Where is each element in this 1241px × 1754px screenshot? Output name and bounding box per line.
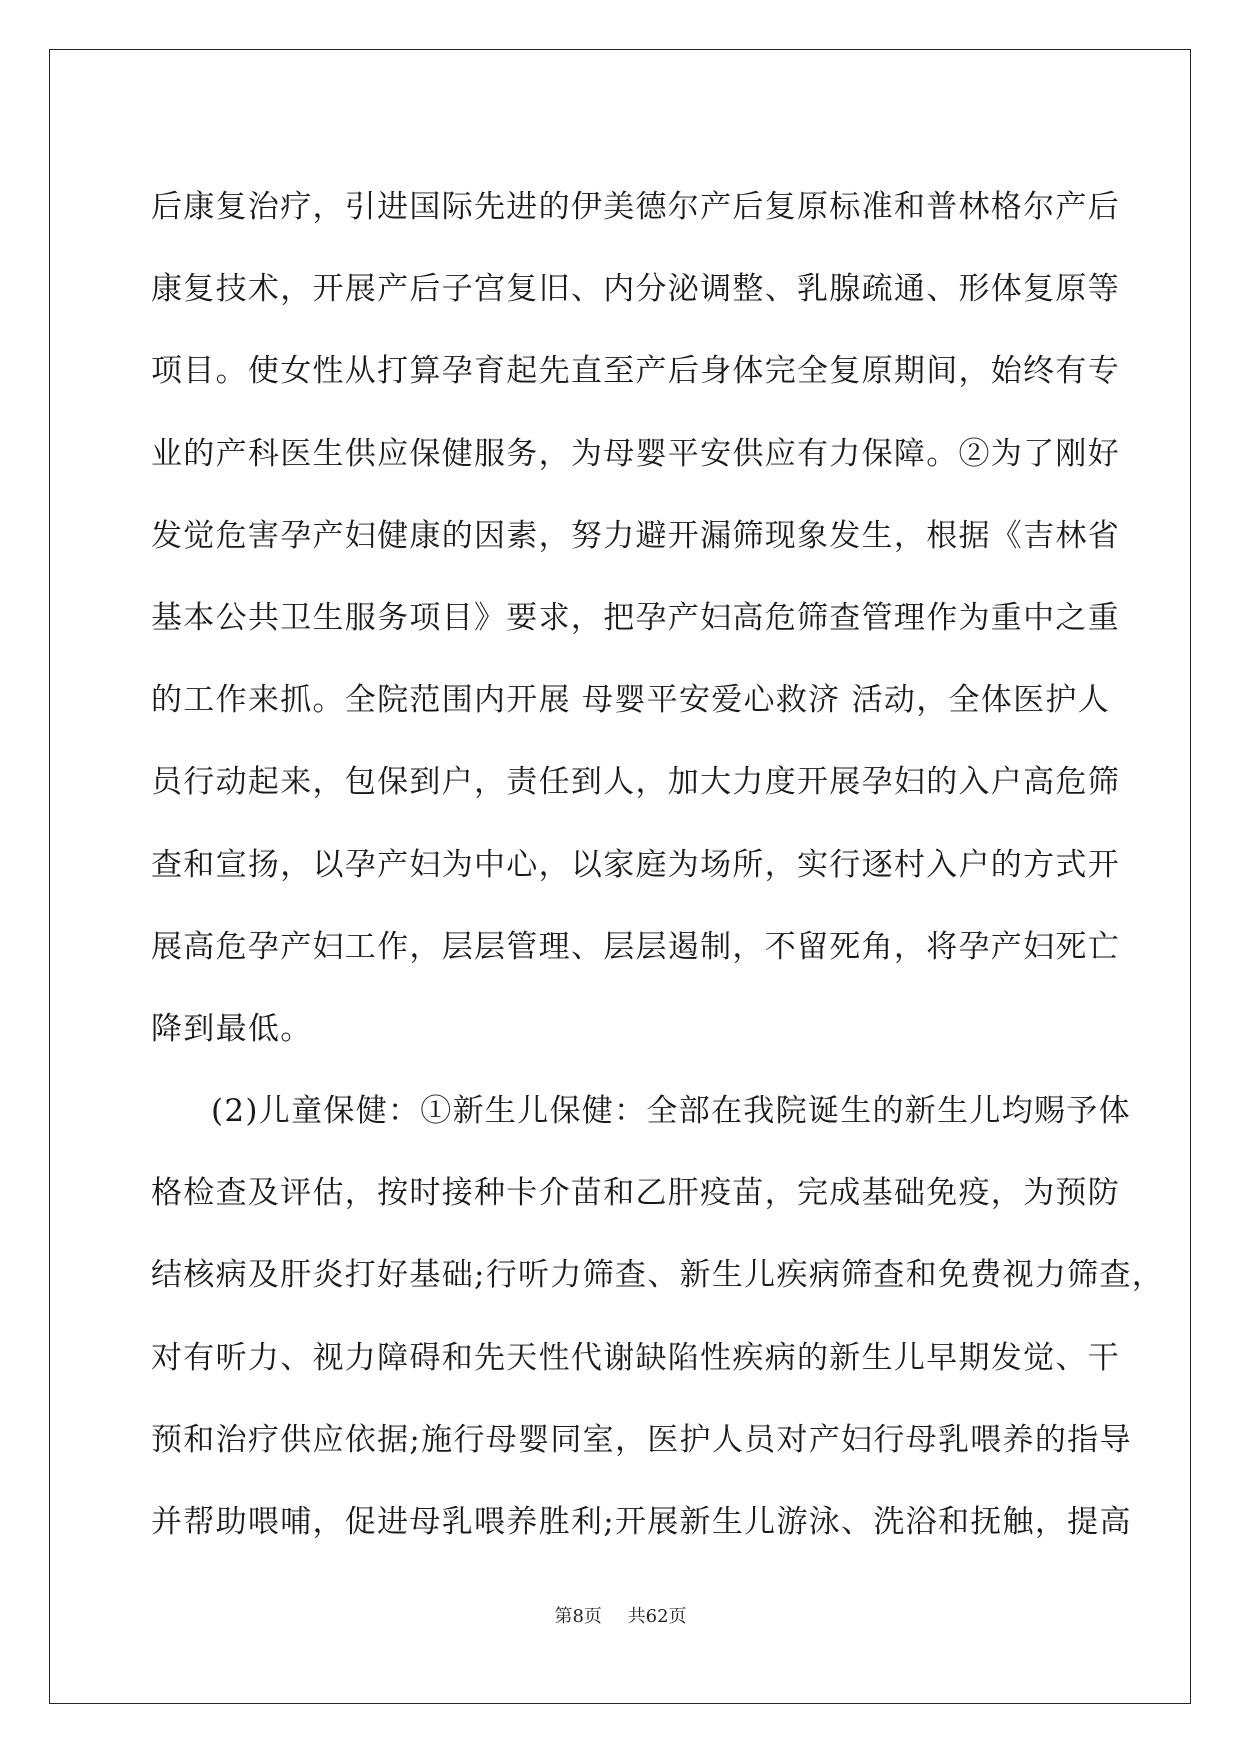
page-total: 共62页 bbox=[627, 1606, 687, 1627]
text-line: 员行动起来，包保到户，责任到人，加大力度开展孕妇的入户高危筛 bbox=[151, 764, 1120, 801]
text-line: 对有听力、视力障碍和先天性代谢缺陷性疾病的新生儿早期发觉、干 bbox=[151, 1339, 1120, 1376]
text-line: 项目。使女性从打算孕育起先直至产后身体完全复原期间，始终有专 bbox=[151, 353, 1120, 390]
text-line: 降到最低。 bbox=[151, 1010, 313, 1047]
text-line: 格检查及评估，按时接种卡介苗和乙肝疫苗，完成基础免疫，为预防 bbox=[151, 1175, 1120, 1212]
text-line: 基本公共卫生服务项目》要求，把孕产妇高危筛查管理作为重中之重 bbox=[151, 599, 1120, 636]
page-number: 第8页 bbox=[554, 1606, 602, 1627]
paragraph-start-line: (2)儿童保健：①新生儿保健：全部在我院诞生的新生儿均赐予体 bbox=[211, 1093, 1131, 1130]
text-line: 业的产科医生供应保健服务，为母婴平安供应有力保障。②为了刚好 bbox=[151, 435, 1120, 472]
text-line: 并帮助喂哺，促进母乳喂养胜利;开展新生儿游泳、洗浴和抚触，提高 bbox=[151, 1504, 1132, 1540]
text-line: 查和宣扬，以孕产妇为中心，以家庭为场所，实行逐村入户的方式开 bbox=[151, 846, 1120, 883]
text-line: 展高危孕产妇工作，层层管理、层层遏制，不留死角，将孕产妇死亡 bbox=[151, 928, 1120, 965]
body-text bbox=[151, 166, 1165, 1563]
text-line: 的工作来抓。全院范围内开展 母婴平安爱心救济 活动，全体医护人 bbox=[151, 682, 1111, 719]
text-line: 后康复治疗，引进国际先进的伊美德尔产后复原标准和普林格尔产后 bbox=[151, 189, 1120, 225]
text-line: 发觉危害孕产妇健康的因素，努力避开漏筛现象发生，根据《吉林省 bbox=[151, 517, 1120, 554]
text-line: 结核病及肝炎打好基础;行听力筛查、新生儿疾病筛查和免费视力筛查， bbox=[151, 1257, 1165, 1294]
text-line: 预和治疗供应依据;施行母婴同室，医护人员对产妇行母乳喂养的指导 bbox=[151, 1421, 1132, 1458]
page-footer bbox=[0, 1602, 1241, 1628]
text-line: 康复技术，开展产后子宫复旧、内分泌调整、乳腺疏通、形体复原等 bbox=[151, 271, 1120, 308]
